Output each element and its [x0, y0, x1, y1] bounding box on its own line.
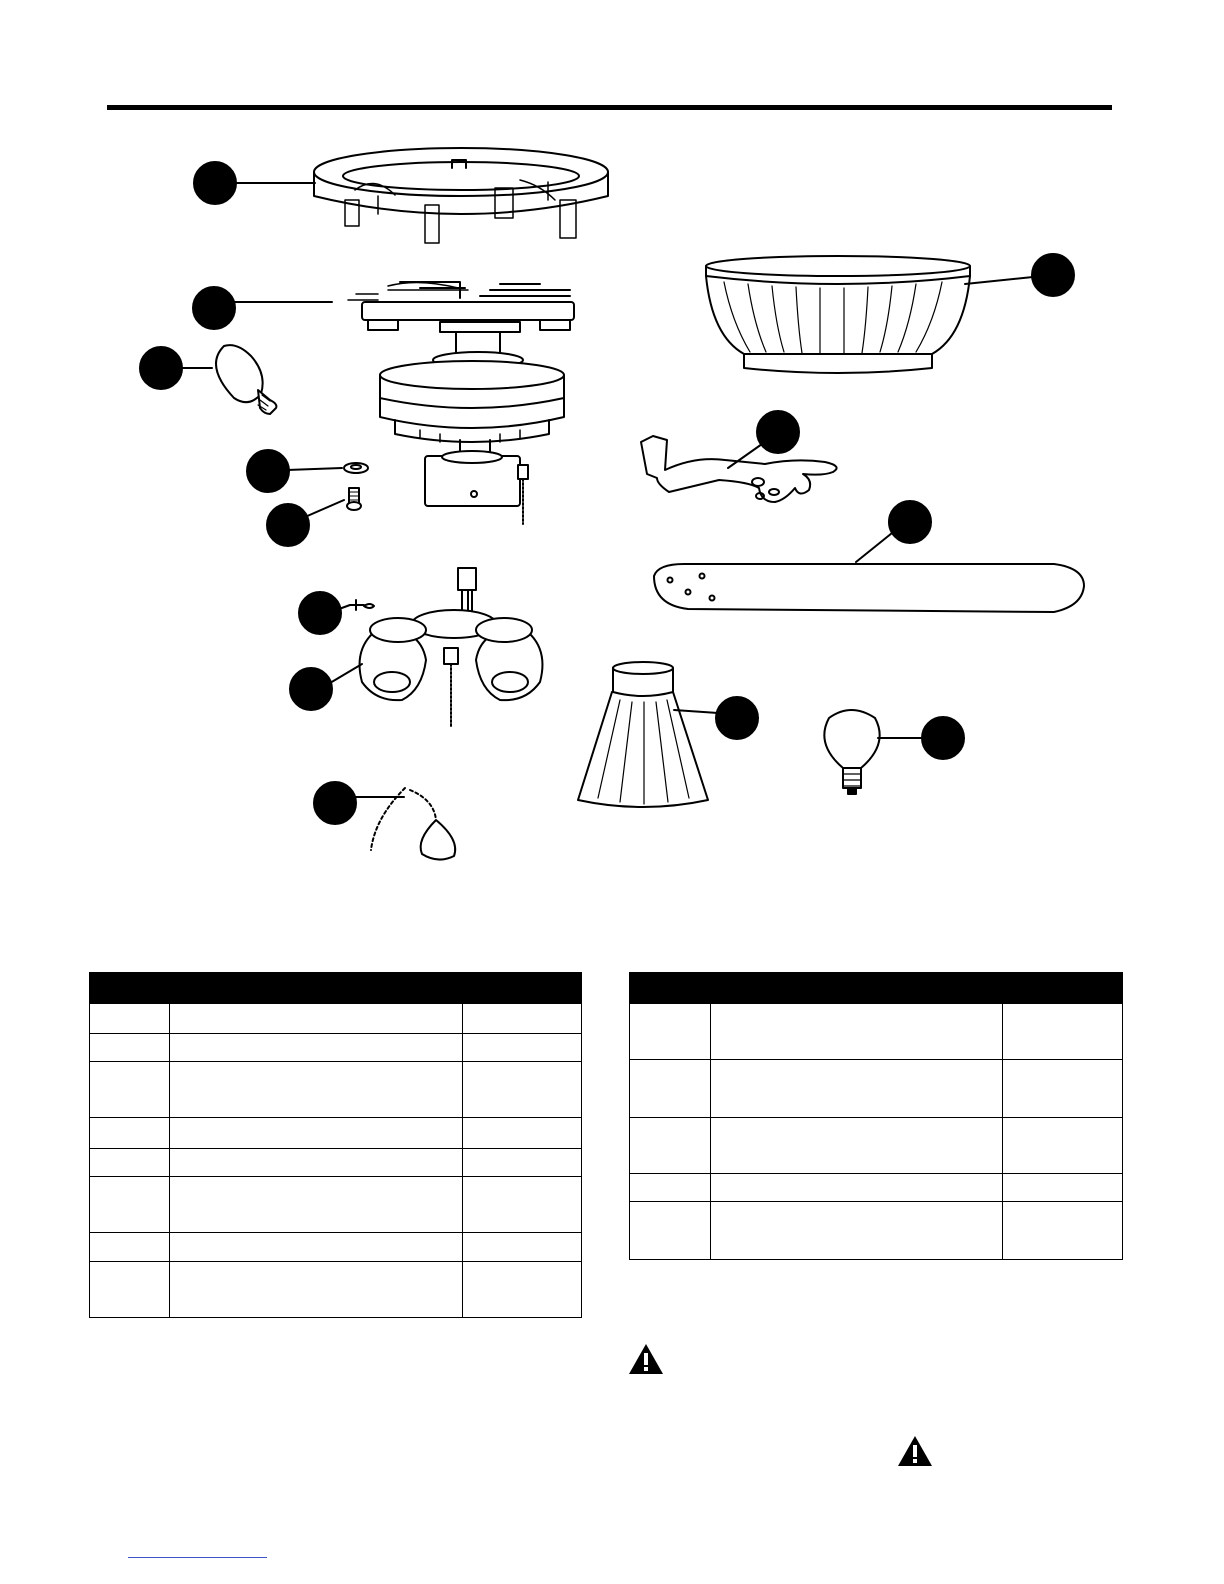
- warning-triangle-icon: [628, 1343, 664, 1375]
- callout-light-kit: [290, 664, 362, 710]
- callout-screw: [267, 500, 344, 546]
- header-cell: [170, 973, 463, 1004]
- washer-icon: [344, 463, 368, 473]
- callout-canopy: [194, 162, 315, 204]
- table-row: [630, 1118, 1123, 1174]
- table-row: [90, 1149, 582, 1177]
- table-row: [90, 1233, 582, 1262]
- header-cell: [711, 973, 1003, 1004]
- pull-chain-icon: [371, 788, 455, 860]
- table-row: [90, 1177, 582, 1233]
- table-row: [90, 1118, 582, 1149]
- shade-icon: [578, 662, 708, 807]
- callout-blade-arm: [728, 411, 799, 468]
- footer-link-underline: [128, 1557, 267, 1558]
- table-row: [90, 1034, 582, 1062]
- table-header: [90, 973, 582, 1004]
- callout-motor: [193, 287, 332, 329]
- bulb-icon: [824, 710, 879, 794]
- table-row: [90, 1062, 582, 1118]
- screw-icon: [350, 600, 374, 610]
- table-row: [630, 1174, 1123, 1202]
- screw-icon: [347, 488, 361, 510]
- callout-light-kit-screw: [299, 592, 350, 634]
- candelabra-bulb-icon: [216, 345, 276, 414]
- header-cell: [1003, 973, 1123, 1004]
- parts-table-left: [89, 972, 582, 1318]
- table-row: [630, 1060, 1123, 1118]
- callout-candelabra-bulb: [140, 347, 212, 389]
- callout-bulb: [878, 717, 964, 759]
- light-kit-icon: [360, 568, 543, 726]
- header-cell: [463, 973, 582, 1004]
- blade-arm-icon: [641, 436, 837, 502]
- motor-icon: [348, 282, 574, 524]
- blade-icon: [654, 564, 1084, 612]
- header-cell: [90, 973, 170, 1004]
- bowl-icon: [706, 256, 970, 373]
- table-row: [90, 1262, 582, 1318]
- header-cell: [630, 973, 711, 1004]
- callout-blade: [856, 501, 931, 562]
- warning-triangle-icon: [897, 1435, 933, 1467]
- table-header: [630, 973, 1123, 1004]
- table-row: [630, 1004, 1123, 1060]
- callout-bowl: [965, 254, 1074, 296]
- parts-table-right: [629, 972, 1123, 1260]
- callout-washer: [247, 450, 342, 492]
- table-row: [630, 1202, 1123, 1260]
- canopy-icon: [314, 148, 608, 243]
- table-row: [90, 1004, 582, 1034]
